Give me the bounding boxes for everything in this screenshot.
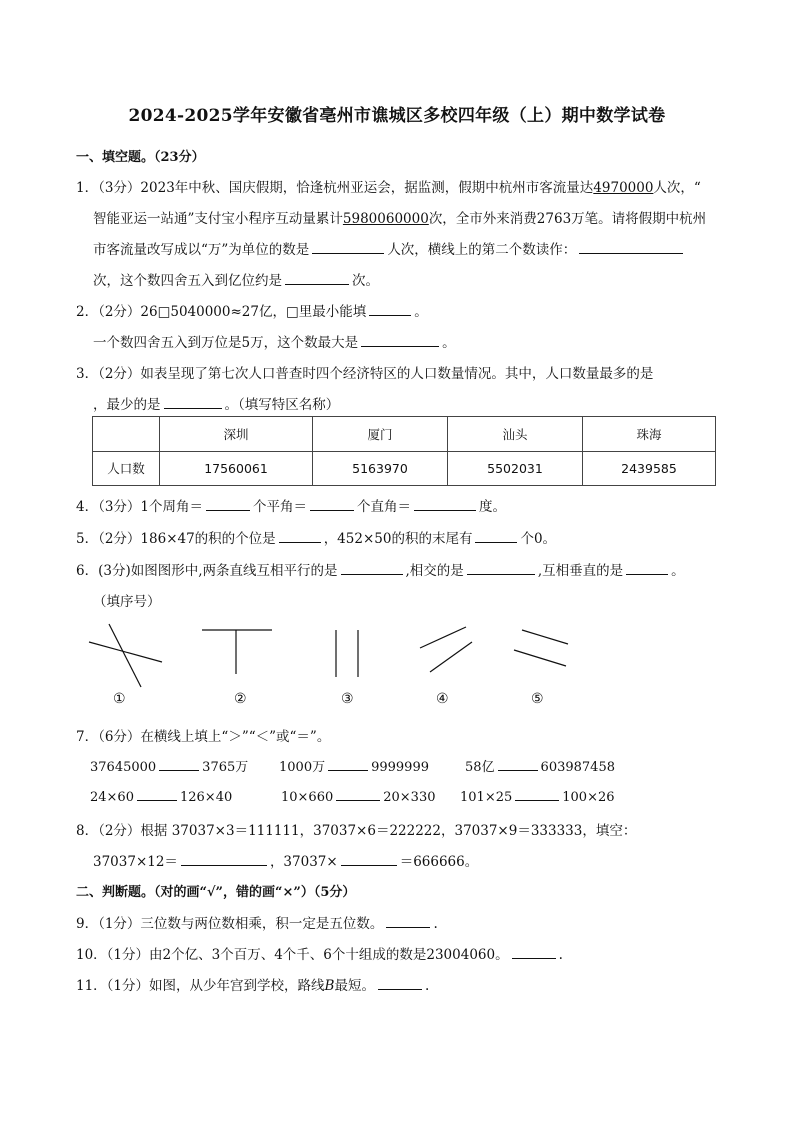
q1-text: 次，这个数四舍五入到亿位约是 <box>93 273 282 289</box>
table-row <box>93 451 716 486</box>
q10-text: . <box>558 947 563 963</box>
compare-item <box>279 756 429 775</box>
answer-blank[interactable] <box>378 977 422 990</box>
compare-right: 20×330 <box>383 790 436 805</box>
q4-text: 4．（3分）1个周角＝ <box>76 499 204 515</box>
compare-right: 126×40 <box>179 790 233 805</box>
answer-blank[interactable] <box>386 915 430 928</box>
compare-right: 9999999 <box>371 760 429 775</box>
q3-line2 <box>93 393 339 413</box>
answer-blank[interactable] <box>137 788 177 801</box>
table-cell: 5502031 <box>448 451 583 486</box>
answer-blank[interactable] <box>361 334 439 347</box>
answer-blank[interactable] <box>206 498 250 511</box>
answer-blank[interactable] <box>341 853 397 866</box>
answer-blank[interactable] <box>341 562 403 575</box>
q5-text: 5．（2分）186×47的积的个位是 <box>76 531 276 547</box>
answer-blank[interactable] <box>310 498 354 511</box>
table-header-cell <box>93 417 160 452</box>
q8-text: ，37037× <box>269 854 338 870</box>
answer-blank[interactable] <box>336 788 380 801</box>
compare-item <box>90 788 232 805</box>
q2-text: 2．（2分）26□5040000≈27亿，□里最小能填 <box>76 304 367 320</box>
q2-text: 。 <box>414 304 428 320</box>
q1-line4 <box>93 269 379 289</box>
compare-left: 58亿 <box>465 760 495 775</box>
table-header-row <box>93 417 716 452</box>
q2-text: 。 <box>442 335 456 351</box>
answer-blank[interactable] <box>181 853 267 866</box>
q11-text: . <box>424 978 430 994</box>
figure-label: ① <box>113 691 126 707</box>
figure-label: ③ <box>341 691 354 707</box>
q4-line <box>76 495 506 515</box>
compare-item <box>460 788 615 805</box>
q6-text: 。 <box>671 563 685 579</box>
answer-blank[interactable] <box>475 530 517 543</box>
answer-blank[interactable] <box>164 396 222 409</box>
answer-blank[interactable] <box>579 241 683 254</box>
q9-line <box>76 912 438 932</box>
compare-left: 24×60 <box>90 790 134 805</box>
table-header-cell: 珠海 <box>583 417 716 452</box>
section-fill-blank: 一、填空题。（23分） <box>76 150 205 165</box>
compare-left: 1000万 <box>279 760 326 775</box>
line-pairs-figure <box>84 612 584 692</box>
q8-line1: 8．（2分）根据 37037×3＝111111，37037×6＝222222，37037×9＝333333，填空： <box>76 823 637 839</box>
answer-blank[interactable] <box>159 758 199 771</box>
q6-text: 6．(3分)如图图形中,两条直线互相平行的是 <box>76 563 338 579</box>
answer-blank[interactable] <box>498 758 538 771</box>
q1-text: 人次，“ <box>653 180 701 196</box>
q9-text: . <box>433 916 438 932</box>
q11-text: 11．（1分）如图，从少年宫到学校，路线 <box>76 978 325 994</box>
table-cell: 2439585 <box>583 451 716 486</box>
compare-item <box>281 788 436 805</box>
q6-line2: （填序号） <box>93 594 161 610</box>
figure-label: ④ <box>436 691 449 707</box>
figure-label: ② <box>234 691 247 707</box>
compare-right: 603987458 <box>540 760 615 775</box>
q9-text: 9．（1分）三位数与两位数相乘，积一定是五位数。 <box>76 916 384 932</box>
q1-text: 次，全市外来消费2763万笔。请将假期中杭州 <box>428 211 707 227</box>
q6-line1 <box>76 559 685 579</box>
q1-text: 智能亚运一站通”支付宝小程序互动量累计 <box>93 211 343 227</box>
answer-blank[interactable] <box>328 758 368 771</box>
population-table <box>92 416 716 486</box>
table-header-cell: 汕头 <box>448 417 583 452</box>
q5-text: ，452×50的积的末尾有 <box>323 531 473 547</box>
answer-blank[interactable] <box>312 241 384 254</box>
q4-text: 个直角＝ <box>357 499 412 515</box>
table-cell: 17560061 <box>160 451 313 486</box>
answer-blank[interactable] <box>285 272 349 285</box>
q1-text: 市客流量改写成以“万”为单位的数是 <box>93 242 310 258</box>
compare-item <box>90 756 248 775</box>
q1-text: 人次，横线上的第二个数读作： <box>387 242 577 258</box>
q1-line2 <box>93 207 706 227</box>
table-cell: 5163970 <box>313 451 448 486</box>
q11-line <box>76 974 429 994</box>
compare-right: 3765万 <box>202 760 249 775</box>
q5-line <box>76 527 556 547</box>
q4-text: 度。 <box>479 499 507 515</box>
answer-blank[interactable] <box>626 562 668 575</box>
compare-left: 10×660 <box>281 790 334 805</box>
compare-left: 37645000 <box>90 760 157 775</box>
q2-line1 <box>76 300 428 320</box>
q11-text: 最短。 <box>334 978 375 994</box>
q3-text: 。（填写特区名称） <box>224 397 340 413</box>
q1-line3 <box>93 238 686 258</box>
figure-label: ⑤ <box>531 691 544 707</box>
q5-text: 个0。 <box>520 531 557 547</box>
figure4-line-b <box>430 642 472 672</box>
q8-line2 <box>93 850 478 870</box>
figure5-line-b <box>514 650 566 666</box>
q2-text: 一个数四舍五入到万位是5万，这个数最大是 <box>93 335 359 351</box>
q3-text: ，最少的是 <box>93 397 161 413</box>
q6-text: ,互相垂直的是 <box>537 563 624 579</box>
answer-blank[interactable] <box>279 530 321 543</box>
q1-line1 <box>76 176 701 196</box>
q3-line1: 3．（2分）如表呈现了第七次人口普查时四个经济特区的人口数量情况。其中，人口数量最多的是 <box>76 366 654 382</box>
table-header-cell: 厦门 <box>313 417 448 452</box>
page-title: 2024-2025学年安徽省亳州市谯城区多校四年级（上）期中数学试卷 <box>128 106 666 126</box>
answer-blank[interactable] <box>515 788 559 801</box>
q4-text: 个平角＝ <box>253 499 308 515</box>
section-true-false: 二、判断题。（对的画“√”，错的画“×”）（5分） <box>76 885 356 900</box>
q6-text: ,相交的是 <box>405 563 464 579</box>
answer-blank[interactable] <box>369 303 411 316</box>
q7-line1: 7．（6分）在横线上填上“＞”“＜”或“＝”。 <box>76 729 331 745</box>
figure1-line-b <box>89 642 162 662</box>
route-label: B <box>324 978 335 994</box>
answer-blank[interactable] <box>414 498 476 511</box>
table-row-label: 人口数 <box>93 451 160 486</box>
table-header-cell: 深圳 <box>160 417 313 452</box>
q1-text: 1．（3分）2023年中秋、国庆假期，恰逢杭州亚运会，据监测，假期中杭州市客流量达 <box>76 180 594 196</box>
q1-visitor-number: 4970000 <box>593 180 654 196</box>
q1-interaction-number: 5980060000 <box>342 211 429 227</box>
compare-item <box>465 756 615 775</box>
compare-left: 101×25 <box>460 790 513 805</box>
q2-line2 <box>93 331 456 351</box>
compare-right: 100×26 <box>562 790 615 805</box>
q10-line <box>76 943 563 963</box>
q10-text: 10．（1分）由2个亿、3个百万、4个千、6个十组成的数是23004060。 <box>76 947 509 963</box>
q1-text: 次。 <box>352 273 379 289</box>
answer-blank[interactable] <box>512 946 556 959</box>
figure4-line-a <box>420 627 466 648</box>
answer-blank[interactable] <box>467 562 535 575</box>
q8-text: ＝666666。 <box>399 854 479 870</box>
figure5-line-a <box>522 630 568 644</box>
q8-text: 37037×12＝ <box>93 854 178 870</box>
